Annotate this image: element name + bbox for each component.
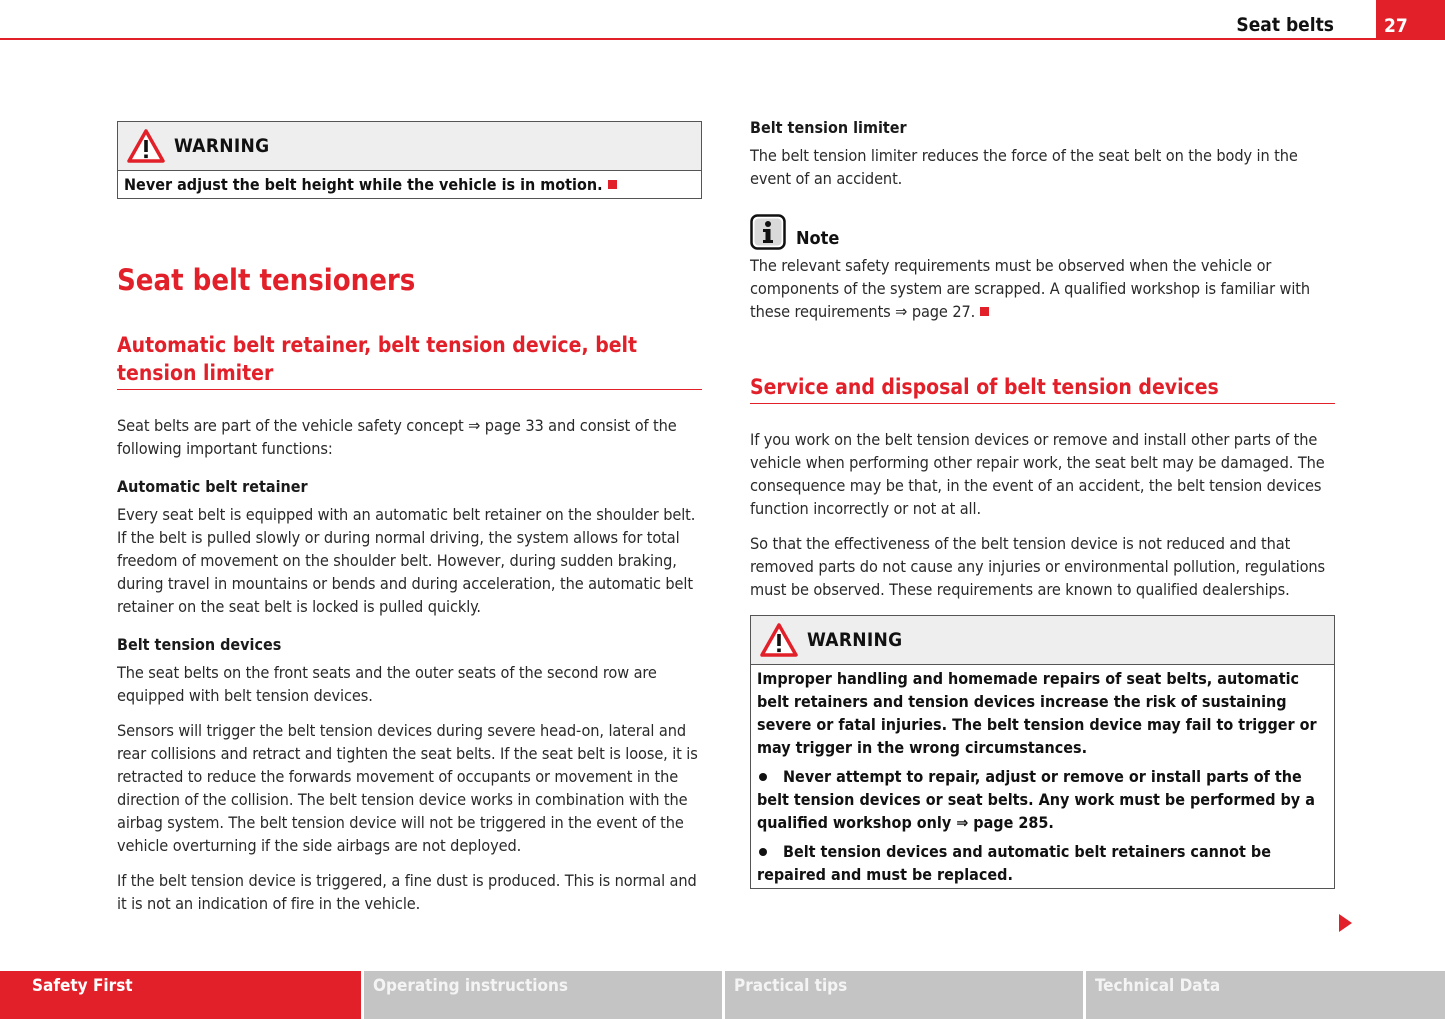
end-of-section-marker-icon: [608, 180, 617, 189]
intro-paragraph: Seat belts are part of the vehicle safety concept ⇒ page 33 and consist of the following important functions:: [117, 416, 677, 458]
warning-body: [751, 665, 1334, 888]
warning-header: [751, 616, 1334, 665]
paragraph-service-1: If you work on the belt tension devices or remove and install other parts of the vehicle when performing other repair work, the seat belt may be damaged. The consequence may be that, in the event of an accident, the belt tension devices function incorrectly or not at all.: [750, 430, 1325, 518]
bullet-icon: [759, 773, 767, 781]
warning-triangle-icon: [759, 622, 799, 658]
warning-header: [118, 122, 701, 171]
header-rule: [0, 38, 1378, 40]
warning-title: WARNING: [174, 135, 270, 157]
left-column: [117, 121, 702, 927]
info-icon: [750, 214, 786, 250]
tab-practical-tips[interactable]: Practical tips: [725, 971, 1083, 1019]
continue-arrow-icon: [1339, 914, 1352, 932]
tab-safety-first[interactable]: Safety First: [0, 971, 361, 1019]
subsection-title-service: Service and disposal of belt tension devices: [750, 373, 1335, 404]
warning-title: WARNING: [807, 629, 903, 651]
warning-triangle-icon: [126, 128, 166, 164]
section-title: Seat belt tensioners: [117, 263, 416, 297]
warning-bullet-2: Belt tension devices and automatic belt retainers cannot be repaired and must be replaced.: [757, 842, 1271, 884]
note-text: The relevant safety requirements must be observed when the vehicle or components of the system are scrapped. A qualified workshop is familiar with these requirements ⇒ page 27.: [750, 256, 1311, 321]
tab-technical-data[interactable]: Technical Data: [1086, 971, 1445, 1019]
subsection-title-tensioners: Automatic belt retainer, belt tension device, belt tension limiter: [117, 331, 702, 390]
bullet-icon: [759, 848, 767, 856]
heading-automatic-belt-retainer: Automatic belt retainer: [117, 477, 308, 496]
heading-belt-tension-devices: Belt tension devices: [117, 635, 282, 654]
paragraph-tension-1: The seat belts on the front seats and the outer seats of the second row are equipped with belt tension devices.: [117, 663, 657, 705]
page-number: 27: [1376, 0, 1445, 40]
warning-text: Never adjust the belt height while the vehicle is in motion.: [124, 175, 603, 194]
note-title: Note: [796, 228, 840, 249]
running-header-title: Seat belts: [1236, 14, 1334, 36]
right-column: [750, 117, 1335, 889]
paragraph-retainer: Every seat belt is equipped with an automatic belt retainer on the shoulder belt. If the belt is pulled slowly or during normal driving, the system allows for total freedom of movement on the shoulder belt. However, during sudden braking, during travel in mountains or bends and during acceleration, the automatic belt retainer on the seat belt is locked is pulled quickly.: [117, 505, 696, 616]
end-of-section-marker-icon: [980, 307, 989, 316]
note-header: [750, 214, 1335, 250]
paragraph-limiter: The belt tension limiter reduces the force of the seat belt on the body in the event of an accident.: [750, 146, 1298, 188]
paragraph-service-2: So that the effectiveness of the belt tension device is not reduced and that removed parts do not cause any injuries or environmental pollution, regulations must be observed. These requirements are known to qualified dealerships.: [750, 534, 1326, 599]
paragraph-tension-2: Sensors will trigger the belt tension devices during severe head-on, lateral and rear collisions and retract and tighten the seat belts. If the seat belt is loose, it is retracted to reduce the forwards movement of occupants or movement in the direction of the collision. The belt tension device works in combination with the airbag system. The belt tension device will not be triggered in the event of the vehicle overturning if the side airbags are not deployed.: [117, 721, 698, 855]
warning-text: Improper handling and homemade repairs of seat belts, automatic belt retainers and tension devices increase the risk of sustaining severe or fatal injuries. The belt tension device may fail to trigger or may trigger in the wrong circumstances.: [757, 669, 1317, 757]
paragraph-tension-3: If the belt tension device is triggered, a fine dust is produced. This is normal and it is not an indication of fire in the vehicle.: [117, 871, 697, 913]
warning-box-height: [117, 121, 702, 199]
tab-operating-instructions[interactable]: Operating instructions: [364, 971, 722, 1019]
heading-belt-tension-limiter: Belt tension limiter: [750, 118, 907, 137]
note-block: [750, 214, 1335, 323]
warning-box-repairs: [750, 615, 1335, 889]
footer-tab-bar: [0, 971, 1445, 1019]
warning-bullet-1: Never attempt to repair, adjust or remove or install parts of the belt tension devices or seat belts. Any work must be performed by a qualified workshop only ⇒ page 285.: [757, 767, 1315, 832]
warning-body: [118, 171, 701, 198]
